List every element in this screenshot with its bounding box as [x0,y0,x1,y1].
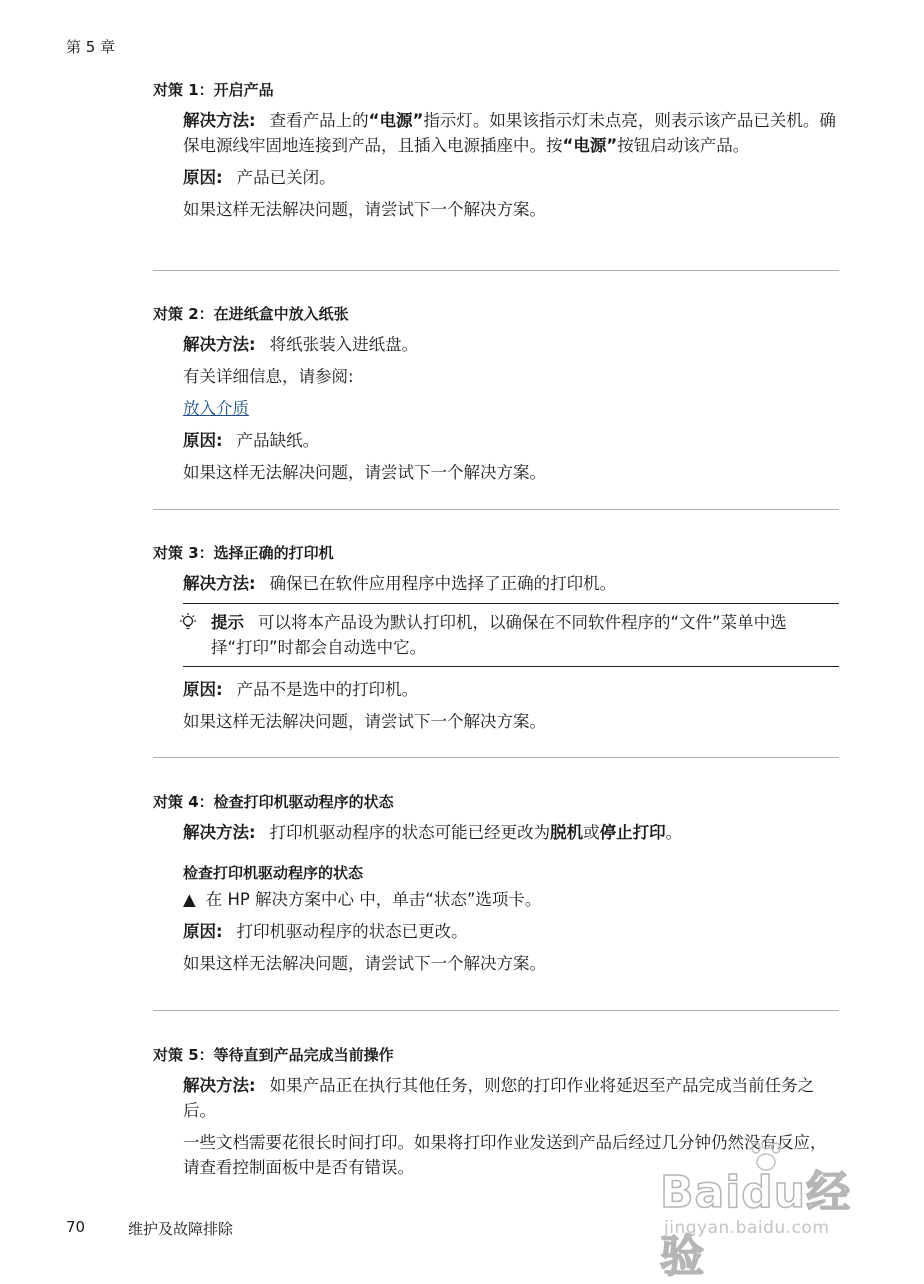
procedure-step [183,887,839,912]
solution-5-note: 一些文档需要花很长时间打印。如果将打印作业发送到产品后经过几分钟仍然没有反应，请查看控制面板中是否有错误。 [183,1133,827,1177]
cause-text: 产品已关闭。 [236,168,336,187]
lightbulb-icon [177,612,199,634]
section-divider [153,270,839,271]
cause-text: 打印机驱动程序的状态已更改。 [236,922,468,941]
solution-4-body [183,820,839,845]
step-marker: ▲ [183,890,196,909]
solution-2-cause [183,428,839,453]
tip-box [183,603,839,667]
cause-label: 原因: [183,431,223,450]
cause-label: 原因: [183,680,223,699]
solution-5-title: 对策 5：等待直到产品完成当前操作 [153,1046,394,1064]
solution-1-title: 对策 1：开启产品 [153,81,274,99]
stop-printing-term: 停止打印 [599,823,666,842]
solution-2-next: 如果这样无法解决问题，请尝试下一个解决方案。 [183,463,546,482]
solution-4 [153,792,839,983]
solution-text: 打印机驱动程序的状态可能已经更改为 [269,823,551,842]
solution-2-title: 对策 2：在进纸盒中放入纸张 [153,305,349,323]
or-text: 或 [583,823,600,842]
cause-text: 产品不是选中的打印机。 [236,680,419,699]
solution-text-end: 按钮启动该产品。 [617,136,750,155]
procedure-title: 检查打印机驱动程序的状态 [183,864,364,882]
section-divider [153,1010,839,1011]
solution-text-cont: 指示灯。如果该指示灯未点亮，则表示该产品已关机。确保电源线牢固地连接到产品，且插入电源插座中。按 [183,111,836,155]
solution-label: 解决方法: [183,111,256,130]
solution-label: 解决方法: [183,1076,256,1095]
chapter-header: 第 5 章 [66,38,116,56]
solution-1-cause [183,165,839,190]
solution-1 [153,80,839,229]
solution-text: 查看产品上的 [269,111,369,130]
section-divider [153,757,839,758]
solution-1-body [183,108,839,158]
solution-1-next: 如果这样无法解决问题，请尝试下一个解决方案。 [183,200,546,219]
solution-3 [153,543,839,741]
solution-text: 将纸张装入进纸盘。 [269,335,419,354]
solution-2 [153,304,839,492]
section-divider [153,509,839,510]
more-info-text: 有关详细信息，请参阅: [183,367,354,386]
solution-text: 确保已在软件应用程序中选择了正确的打印机。 [269,574,617,593]
tip-label: 提示 [211,613,244,632]
power-term: “电源” [368,111,424,130]
watermark-text: Baidu经验 [660,1167,852,1282]
period-text: 。 [665,823,683,842]
solution-5-body [183,1073,839,1123]
baidu-watermark [650,1138,880,1282]
solution-4-cause [183,919,839,944]
tip-text: 可以将本产品设为默认打印机，以确保在不同软件程序的“文件”菜单中选择“打印”时都会自动选中它。 [211,613,787,657]
load-media-link-row [183,396,839,421]
offline-term: 脱机 [550,823,584,842]
solution-3-body [183,571,839,596]
cause-label: 原因: [183,922,223,941]
solution-3-cause [183,677,839,702]
solution-text: 如果产品正在执行其他任务，则您的打印作业将延迟至产品完成当前任务之后。 [183,1076,815,1120]
load-media-link[interactable]: 放入介质 [183,399,249,418]
page-number: 70 [66,1218,86,1236]
solution-2-body [183,332,839,357]
solution-3-next: 如果这样无法解决问题，请尝试下一个解决方案。 [183,712,546,731]
solution-4-next: 如果这样无法解决问题，请尝试下一个解决方案。 [183,954,546,973]
solution-4-title: 对策 4：检查打印机驱动程序的状态 [153,793,394,811]
solution-label: 解决方法: [183,574,256,593]
power-term: “电源” [562,136,618,155]
solution-3-title: 对策 3：选择正确的打印机 [153,544,334,562]
watermark-url: jingyan.baidu.com [664,1218,830,1238]
cause-label: 原因: [183,168,223,187]
step-text: 在 HP 解决方案中心 中，单击“状态”选项卡。 [205,890,542,909]
solution-label: 解决方法: [183,335,256,354]
footer-title: 维护及故障排除 [128,1220,234,1238]
cause-text: 产品缺纸。 [236,431,320,450]
solution-label: 解决方法: [183,823,256,842]
